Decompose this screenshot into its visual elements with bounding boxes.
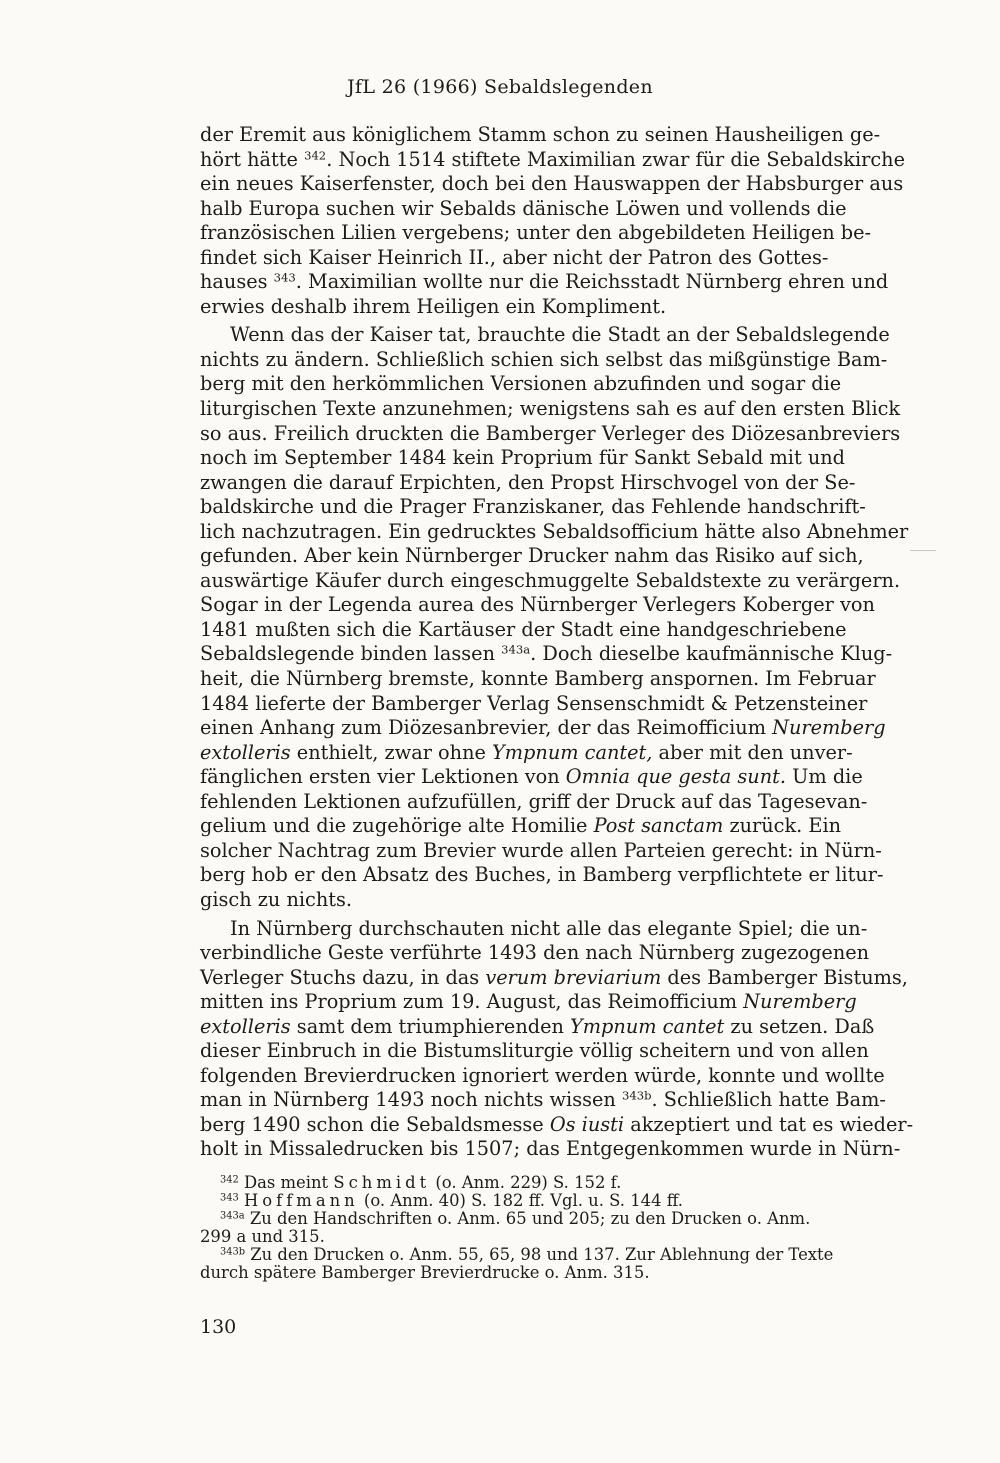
body-text xyxy=(200,123,914,1162)
text-line: nichts zu ändern. Schließlich schien sich selbst das mißgünstige Bam- xyxy=(200,347,888,371)
text-line: lich nachzutragen. Ein gedrucktes Sebaldsofficium hätte also Abnehmer xyxy=(200,519,909,543)
footnote-line: $^{342}$ Das meint Schmidt (o. Anm. 229) S. 152 f. xyxy=(220,1173,622,1192)
text-line: gelium und die zugehörige alte Homilie Post sanctam zurück. Ein xyxy=(200,814,842,838)
text-line: dieser Einbruch in die Bistumsliturgie völlig scheitern und von allen xyxy=(200,1039,869,1063)
page-number: 130 xyxy=(200,1316,237,1338)
paragraph-2 xyxy=(200,323,909,912)
italic-title: Ympnum cantet xyxy=(570,1014,725,1038)
text-line: Sogar in der Legenda aurea des Nürnberger Verlegers Koberger von xyxy=(200,593,875,617)
footnote-ref-343b[interactable]: 343b xyxy=(621,1088,652,1103)
italic-title: Nuremberg xyxy=(743,990,857,1014)
author-name: Hoffmann xyxy=(243,1190,359,1210)
footnote-mark: 343 xyxy=(220,1192,239,1204)
text-line: heit, die Nürnberg bremste, konnte Bamberg anspornen. Im Februar xyxy=(200,667,876,691)
footnote-mark: 343a xyxy=(220,1210,245,1222)
footnote-343 xyxy=(200,1192,906,1210)
footnote-342 xyxy=(200,1174,906,1192)
italic-title: Os iusti xyxy=(549,1112,625,1136)
footnote-343b xyxy=(200,1246,906,1282)
footnote-line: $^{343b}$ Zu den Drucken o. Anm. 55, 65, 98 und 137. Zur Ablehnung der Texte xyxy=(220,1244,834,1264)
text-line: zwangen die darauf Erpichten, den Propst Hirschvogel von der Se- xyxy=(200,470,856,494)
italic-title: Nuremberg xyxy=(772,716,886,740)
footnote-ref-343a[interactable]: 343a xyxy=(501,643,531,658)
text-line: französischen Lilien vergebens; unter den abgebildeten Heiligen be- xyxy=(200,221,872,245)
text-line: baldskirche und die Prager Franziskaner, das Fehlende handschrift- xyxy=(200,495,866,519)
text-line: holt in Missaledrucken bis 1507; das Entgegenkommen wurde in Nürn- xyxy=(200,1137,901,1161)
text-line: extolleris enthielt, zwar ohne Ympnum cantet, aber mit den unver- xyxy=(200,740,853,764)
text-line: In Nürnberg durchschauten nicht alle das elegante Spiel; die un- xyxy=(230,916,868,940)
footnote-ref-342[interactable]: 342 xyxy=(304,148,327,163)
text-line: 1484 lieferte der Bamberger Verlag Sensenschmidt & Petzensteiner xyxy=(200,691,868,715)
paragraph-1 xyxy=(200,123,906,319)
footnotes xyxy=(200,1174,906,1281)
text-line: berg 1490 schon die Sebaldsmesse Os iusti akzeptiert und tat es wieder- xyxy=(200,1112,914,1136)
text-line: erwies deshalb ihrem Heiligen ein Kompliment. xyxy=(200,294,667,318)
text-line: man in Nürnberg 1493 noch nichts wissen $^{343b}$. Schließlich hatte Bam- xyxy=(200,1088,886,1112)
text-line: der Eremit aus königlichem Stamm schon zu seinen Hausheiligen ge- xyxy=(200,123,881,146)
text-line: 1481 mußten sich die Kartäuser der Stadt eine handgeschriebene xyxy=(200,617,847,641)
footnote-mark: 342 xyxy=(220,1174,239,1186)
text-line: Sebaldslegende binden lassen $^{343a}$. Doch dieselbe kaufmännische Klug- xyxy=(200,642,893,666)
running-header: JfL 26 (1966) Sebaldslegenden xyxy=(347,76,653,98)
text-line: fänglichen ersten vier Lektionen von Omnia que gesta sunt. Um die xyxy=(200,765,863,789)
text-line: einen Anhang zum Diözesanbrevier, der das Reimofficium Nuremberg xyxy=(200,716,886,740)
text-line: liturgischen Texte anzunehmen; wenigstens sah es auf den ersten Blick xyxy=(200,397,901,421)
footnote-line: durch spätere Bamberger Brevierdrucke o. Anm. 315. xyxy=(200,1262,650,1282)
footnote-mark: 343b xyxy=(220,1246,246,1258)
text-line: Wenn das der Kaiser tat, brauchte die Stadt an der Sebaldslegende xyxy=(230,323,890,347)
text-line: folgenden Brevierdrucken ignoriert werden würde, konnte und wollte xyxy=(200,1063,885,1087)
footnote-line: $^{343a}$ Zu den Handschriften o. Anm. 65 und 205; zu den Drucken o. Anm. xyxy=(220,1208,811,1228)
text-line: berg hob er den Absatz des Buches, in Bamberg verpflichtete er litur- xyxy=(200,863,884,887)
text-line: gisch zu nichts. xyxy=(200,887,353,911)
italic-title: extolleris xyxy=(200,740,291,764)
text-line: hauses $^{343}$. Maximilian wollte nur die Reichsstadt Nürnberg ehren und xyxy=(200,270,889,294)
footnote-343a xyxy=(200,1210,906,1246)
text-line: fehlenden Lektionen aufzufüllen, griff der Druck auf das Tagesevan- xyxy=(200,789,868,813)
text-line: mitten ins Proprium zum 19. August, das Reimofficium Nuremberg xyxy=(200,990,857,1014)
text-line: Verleger Stuchs dazu, in das verum breviarium des Bamberger Bistums, xyxy=(200,965,908,989)
italic-title: Post sanctam xyxy=(593,814,724,838)
italic-title: Ympnum cantet, xyxy=(492,740,653,764)
text-line: noch im September 1484 kein Proprium für Sankt Sebald mit und xyxy=(200,446,845,470)
text-line: hört hätte $^{342}$. Noch 1514 stiftete Maximilian zwar für die Sebaldskirche xyxy=(200,147,905,171)
text-line: verbindliche Geste verführte 1493 den nach Nürnberg zugezogenen xyxy=(200,941,870,965)
text-line: extolleris samt dem triumphierenden Ympnum cantet zu setzen. Daß xyxy=(200,1014,875,1038)
text-line: gefunden. Aber kein Nürnberger Drucker nahm das Risiko auf sich, xyxy=(200,544,864,568)
text-line: auswärtige Käufer durch eingeschmuggelte Sebaldstexte zu verärgern. xyxy=(200,568,901,592)
text-line: findet sich Kaiser Heinrich II., aber nicht der Patron des Gottes- xyxy=(200,245,829,269)
text-line: berg mit den herkömmlichen Versionen abzufinden und sogar die xyxy=(200,372,842,396)
italic-title: extolleris xyxy=(200,1014,291,1038)
italic-title: verum breviarium xyxy=(485,965,662,989)
text-line: ein neues Kaiserfenster, doch bei den Hauswappen der Habsburger aus xyxy=(200,172,904,196)
paragraph-3 xyxy=(200,916,914,1162)
footnote-line: 299 a und 315. xyxy=(200,1226,325,1246)
text-line: solcher Nachtrag zum Brevier wurde allen Parteien gerecht: in Nürn- xyxy=(200,838,882,862)
author-name: Schmidt xyxy=(333,1173,431,1192)
text-line: so aus. Freilich druckten die Bamberger Verleger des Diözesanbreviers xyxy=(200,421,901,445)
footnote-line: $^{343}$ Hoffmann (o. Anm. 40) S. 182 ff. Vgl. u. S. 144 ff. xyxy=(220,1190,683,1210)
footnote-ref-343[interactable]: 343 xyxy=(273,270,296,285)
italic-title: Omnia que gesta sunt. xyxy=(565,765,787,789)
margin-mark xyxy=(910,550,936,551)
text-line: halb Europa suchen wir Sebalds dänische Löwen und vollends die xyxy=(200,196,847,220)
